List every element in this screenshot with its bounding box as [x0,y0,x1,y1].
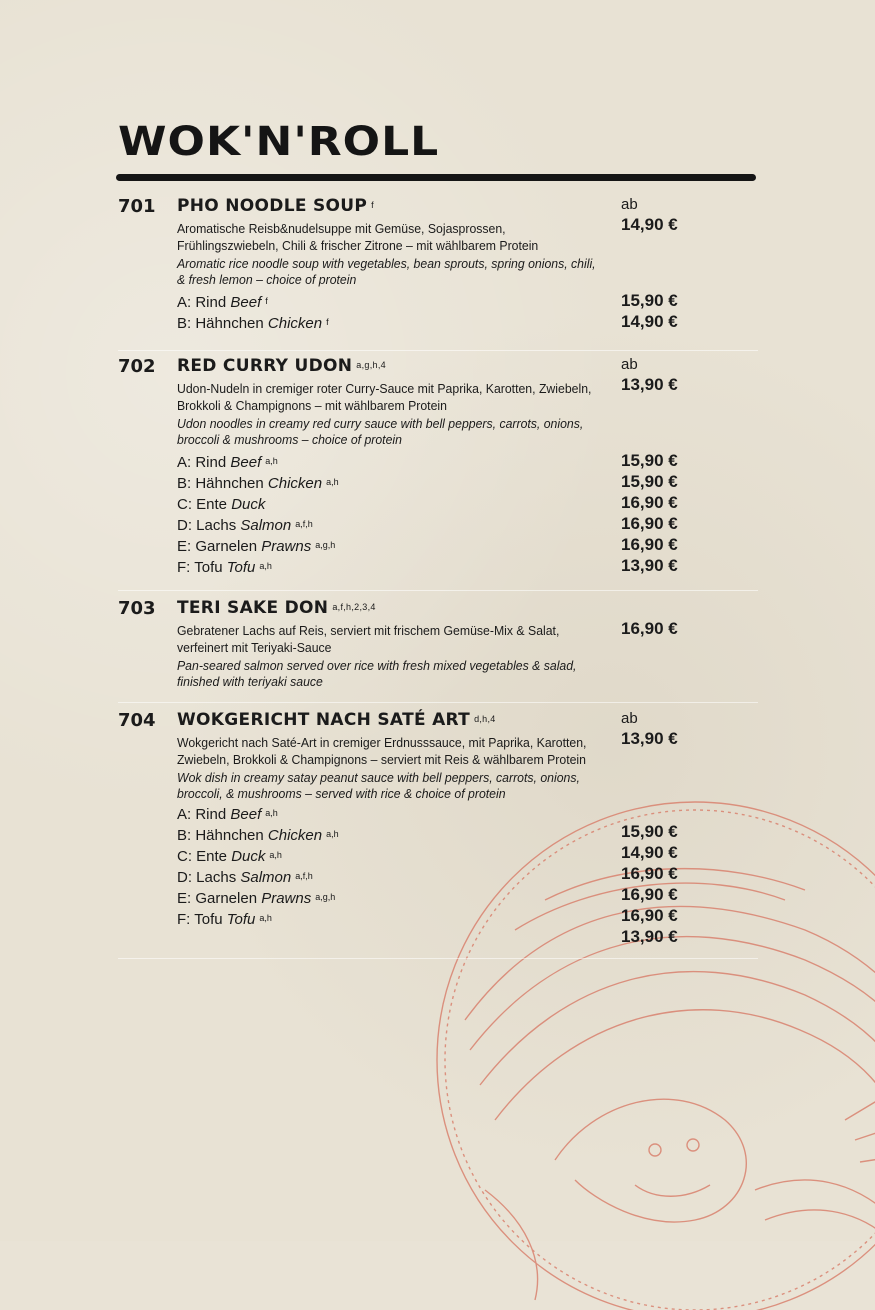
item-body [177,356,602,578]
option-label: D: Lachs [177,517,237,534]
item-name [177,356,602,376]
base-price: 13,90 € [621,729,678,748]
option-label: A: Rind [177,806,227,823]
option-label-english: Beef [230,806,262,823]
price-prefix: ab [621,710,638,727]
option-label-english: Duck [231,848,266,865]
description-english: Udon noodles in creamy red curry sauce with bell peppers, carrots, onions, broccoli & mushrooms – choice of protein [177,416,584,447]
description-english: Wok dish in creamy satay peanut sauce with bell peppers, carrots, onions, broccoli, & mushrooms – served with rice & choice of protein [177,770,580,801]
option-price: 14,90 € [621,312,678,331]
item-body [177,598,602,690]
option-label-english: Chicken [267,827,323,844]
protein-option [177,292,602,313]
option-label-english: Prawns [261,890,312,907]
item-name-text: RED CURRY UDON [177,356,353,376]
menu-item [118,196,758,351]
option-allergens: a,h [259,913,272,923]
description-german: Aromatische Reisb&nudelsuppe mit Gemüse, Sojasprossen, Frühlingszwiebeln, Chili & frischer Zitrone – mit wählbarem Protein [177,221,539,253]
option-allergens: a,h [326,477,339,487]
protein-option [177,473,602,494]
option-label-english: Chicken [267,315,323,332]
option-label-english: Tofu [226,559,256,576]
option-price: 16,90 € [621,535,678,554]
option-label: B: Hähnchen [177,315,264,332]
protein-option [177,313,602,334]
page-title: WOK'N'ROLL [118,118,440,165]
item-body [177,196,602,334]
item-name-text: TERI SAKE DON [177,598,329,618]
price-column [621,196,751,332]
option-label-english: Duck [231,496,266,513]
option-allergens: a,h [269,850,282,860]
protein-option [177,888,602,909]
option-label: B: Hähnchen [177,475,264,492]
menu-item [118,710,758,959]
option-allergens: a,g,h [315,892,336,902]
option-price: 15,90 € [621,451,678,470]
option-allergens: f [265,296,268,306]
option-label: A: Rind [177,294,227,311]
price-column [621,356,751,576]
price-prefix: ab [621,356,638,373]
description-german: Gebratener Lachs auf Reis, serviert mit frischem Gemüse-Mix & Salat, verfeinert mit Teriyaki-Sauce [177,623,560,655]
item-number: 704 [118,710,156,731]
option-price: 16,90 € [621,514,678,533]
protein-option [177,494,602,515]
protein-option [177,452,602,473]
description-german: Wokgericht nach Saté-Art in cremiger Erdnusssauce, mit Paprika, Karotten, Zwiebeln, Brokkoli & Champignons – serviert mit Reis & wählbarem Protein [177,735,587,767]
item-name [177,196,602,216]
item-name [177,710,602,730]
protein-option [177,804,602,825]
option-price: 14,90 € [621,843,678,862]
option-price: 16,90 € [621,906,678,925]
option-label: F: Tofu [177,559,223,576]
option-label-english: Chicken [267,475,323,492]
protein-option [177,846,602,867]
option-label: B: Hähnchen [177,827,264,844]
option-label: E: Garnelen [177,538,258,555]
option-label-english: Prawns [261,538,312,555]
base-price: 13,90 € [621,375,678,394]
item-body [177,710,602,930]
option-price: 13,90 € [621,556,678,575]
item-number: 701 [118,196,156,217]
base-price: 16,90 € [621,619,678,638]
item-name-text: WOKGERICHT NACH SATÉ ART [177,710,471,730]
option-label: E: Garnelen [177,890,258,907]
item-name-text: PHO NOODLE SOUP [177,196,368,216]
item-number: 702 [118,356,156,377]
option-price: 16,90 € [621,493,678,512]
option-allergens: a,h [265,456,278,466]
item-allergens: a,f,h,2,3,4 [332,602,376,612]
item-allergens: f [371,200,374,210]
option-allergens: a,f,h [295,871,313,881]
item-name [177,598,602,618]
option-price: 13,90 € [621,927,678,946]
option-allergens: a,h [326,829,339,839]
option-label-english: Beef [230,454,262,471]
option-allergens: f [326,317,329,327]
option-label-english: Salmon [240,869,292,886]
title-divider [116,174,756,181]
protein-option [177,557,602,578]
price-column [621,710,751,947]
option-label: C: Ente [177,848,228,865]
protein-option [177,909,602,930]
option-price: 16,90 € [621,864,678,883]
price-column [621,598,751,639]
option-label: F: Tofu [177,911,223,928]
option-allergens: a,h [265,808,278,818]
option-allergens: a,g,h [315,540,336,550]
option-allergens: a,h [259,561,272,571]
menu-item [118,356,758,591]
option-label-english: Beef [230,294,262,311]
protein-option [177,536,602,557]
item-allergens: d,h,4 [474,714,496,724]
item-allergens: a,g,h,4 [356,360,386,370]
menu-item [118,598,758,703]
option-price: 16,90 € [621,885,678,904]
protein-option [177,825,602,846]
option-price: 15,90 € [621,472,678,491]
description-english: Aromatic rice noodle soup with vegetables, bean sprouts, spring onions, chili, & fresh lemon – choice of protein [177,256,596,287]
option-price: 15,90 € [621,291,678,310]
protein-option [177,867,602,888]
option-label-english: Salmon [240,517,292,534]
description-english: Pan-seared salmon served over rice with fresh mixed vegetables & salad, finished with teriyaki sauce [177,658,577,689]
protein-option [177,515,602,536]
base-price: 14,90 € [621,215,678,234]
option-label-english: Tofu [226,911,256,928]
option-allergens: a,f,h [295,519,313,529]
option-label: A: Rind [177,454,227,471]
option-label: C: Ente [177,496,228,513]
item-number: 703 [118,598,156,619]
description-german: Udon-Nudeln in cremiger roter Curry-Sauce mit Paprika, Karotten, Zwiebeln, Brokkoli & Champignons – mit wählbarem Protein [177,381,592,413]
option-price: 15,90 € [621,822,678,841]
option-label: D: Lachs [177,869,237,886]
price-prefix: ab [621,196,638,213]
